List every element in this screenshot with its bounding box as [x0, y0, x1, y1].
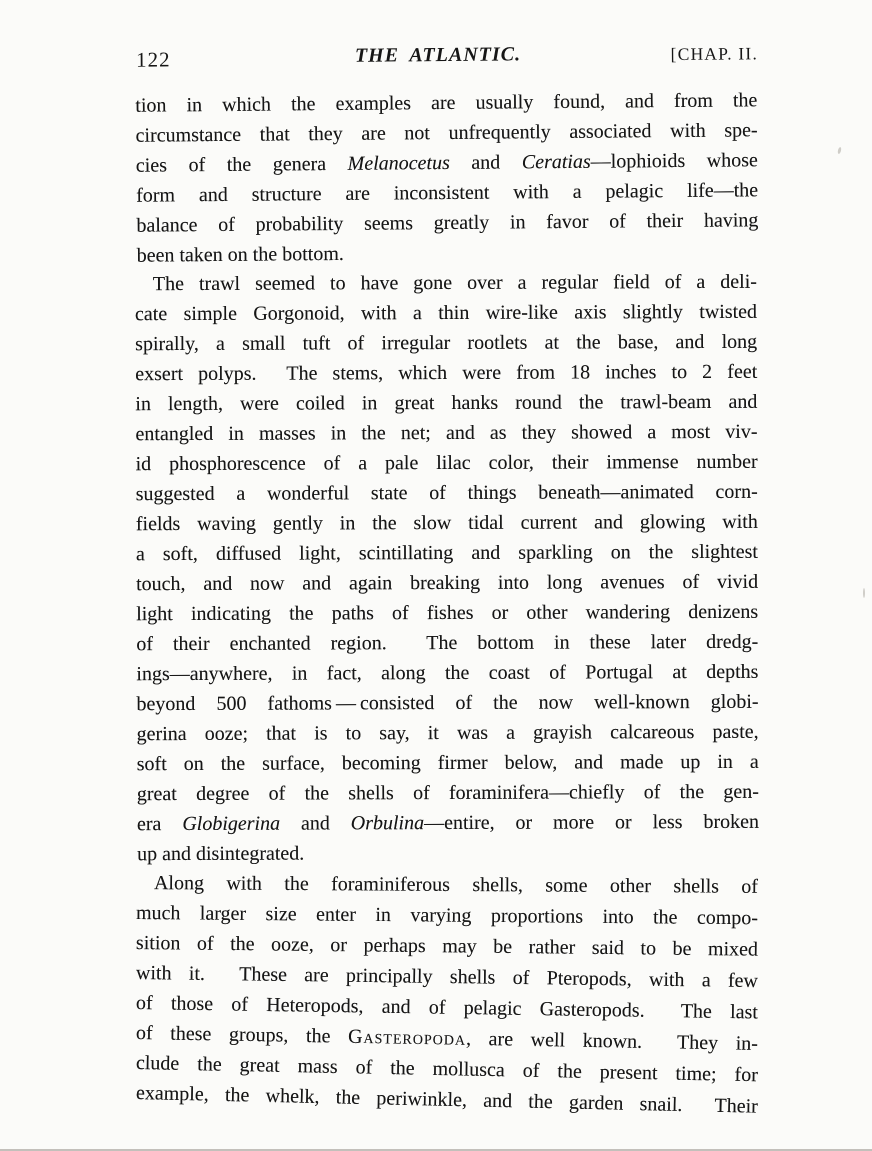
page-header: [136, 41, 758, 74]
text-line: light indicating the paths of fishes or other wandering denizens: [136, 600, 759, 626]
text-line: fields waving gently in the slow tidal current and glowing with: [135, 510, 758, 536]
text-line: example, the whelk, the periwinkle, and the garden snail. Their: [135, 1082, 759, 1118]
text-line: of their enchanted region. The bottom in these later dredg-: [136, 630, 759, 656]
text-line: with it. These are principally shells of Pteropods, with a few: [135, 962, 759, 993]
text-line: tion in which the examples are usually found, and from the: [135, 89, 758, 117]
text-line: in length, were coiled in great hanks round the trawl-beam and: [135, 390, 758, 416]
text-line: cies of the genera Melanocetus and Ceratias—lophioids whose: [135, 149, 758, 177]
text-line: up and disintegrated.: [137, 842, 305, 866]
text-line: clude the great mass of the mollusca of the present time; for: [135, 1052, 759, 1087]
text-line: suggested a wonderful state of things beneath—animated corn-: [135, 480, 758, 506]
text-line: a soft, diffused light, scintillating and sparkling on the slightest: [135, 540, 758, 566]
scan-artifact: [837, 147, 842, 155]
text-line: sition of the ooze, or perhaps may be rather said to be mixed: [135, 932, 759, 961]
text-line: form and structure are inconsistent with a pelagic life—the: [136, 179, 759, 207]
scan-artifact: [863, 588, 865, 598]
paragraph: [135, 267, 759, 869]
text-line: era Globigerina and Orbulina—entire, or more or less broken: [136, 810, 760, 836]
text-line: great degree of the shells of foraminifera—chiefly of the gen-: [136, 780, 759, 806]
text-line: been taken on the bottom.: [136, 242, 344, 267]
text-line: gerina ooze; that is to say, it was a grayish calcareous paste,: [136, 720, 759, 746]
text-line: Along with the foraminiferous shells, some other shells of: [153, 872, 759, 898]
running-title: THE ATLANTIC.: [354, 43, 522, 67]
paragraph: [135, 85, 759, 270]
text-line: beyond 500 fathoms — consisted of the now well-known globi-: [136, 690, 759, 716]
text-line: touch, and now and again breaking into long avenues of vivid: [136, 570, 759, 596]
paragraph: [135, 868, 759, 1118]
chapter-marker: [CHAP. II.: [670, 43, 759, 65]
page-number: 122: [135, 47, 171, 72]
text-line: soft on the surface, becoming firmer below, and made up in a: [136, 750, 759, 776]
text-line: exsert polyps. The stems, which were from 18 inches to 2 feet: [135, 360, 758, 386]
text-line: cate simple Gorgonoid, with a thin wire-like axis slightly twisted: [134, 300, 758, 326]
text-line: of those of Heteropods, and of pelagic Gasteropods. The last: [135, 992, 759, 1024]
text-line: balance of probability seems greatly in favor of their having: [136, 209, 759, 237]
text-line: ings—anywhere, in fact, along the coast of Portugal at depths: [136, 660, 759, 686]
text-line: entangled in masses in the net; and as they showed a most viv-: [135, 420, 758, 446]
text-line: much larger size enter in varying proportions into the compo-: [135, 902, 759, 930]
text-line: of these groups, the Gasteropoda, are well known. They in-: [135, 1022, 759, 1055]
text-line: spirally, a small tuft of irregular rootlets at the base, and long: [135, 330, 758, 356]
page-body: [134, 88, 760, 1118]
text-line: The trawl seemed to have gone over a regular field of a deli-: [152, 270, 757, 296]
text-line: id phosphorescence of a pale lilac color, their immense number: [135, 450, 758, 476]
text-line: circumstance that they are not unfrequently associated with spe-: [135, 119, 758, 147]
